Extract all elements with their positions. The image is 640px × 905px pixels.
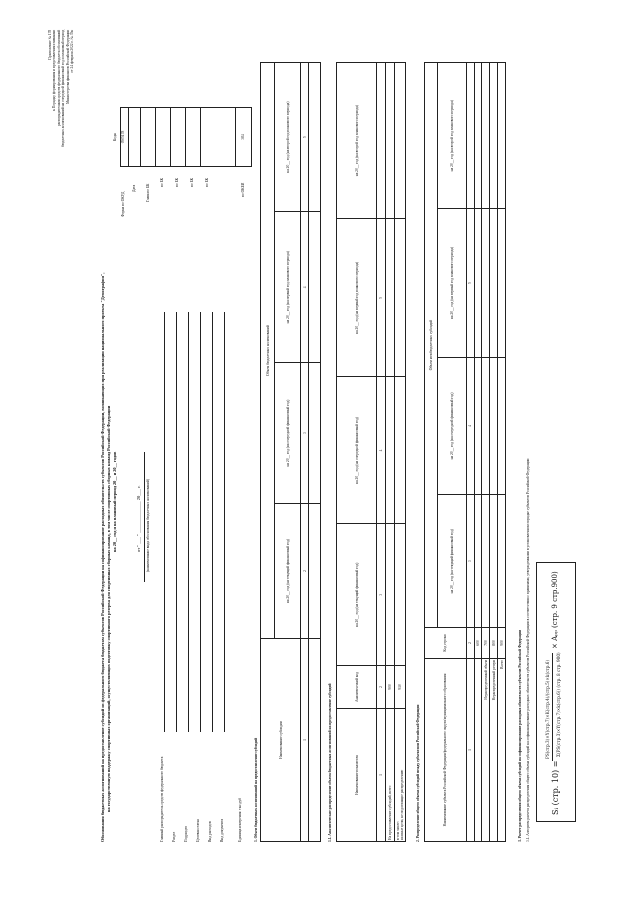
codes-row-line: [185, 107, 186, 167]
data-cell: [490, 357, 498, 495]
data-cell: [474, 495, 482, 628]
section2-col: на 20__ год (на очередной финансовый год): [438, 357, 467, 495]
formula-denominator: Σ(PS(стр.3)×Y(стр.7)×k(стр.6)) (стр. 8 стр. 900): [556, 652, 561, 757]
code-label: по БК: [160, 177, 164, 187]
data-cell: [394, 219, 405, 377]
codes-row-line: [170, 107, 171, 167]
col-num: 4: [301, 212, 309, 363]
section2-col-code: Код строки: [425, 628, 467, 659]
data-cell: [309, 212, 321, 363]
row-code: 910: [394, 666, 405, 709]
code-label: Форма по ОКУД: [121, 191, 125, 217]
data-cell: [385, 63, 394, 219]
col-num: 1: [466, 659, 474, 842]
section3-subtitle: 3.1. Алгоритм расчета распределения общего объема субсидий на софинансирование расходных обязательств субъектов Российской Федерации в соответствии с правилами, утвержденными в установленном порядке субъектов Российской Федерации: [526, 458, 530, 842]
section1-1-col-code: Аналитический код: [337, 666, 377, 709]
data-cell: [482, 63, 490, 209]
row-code: 800: [490, 628, 498, 659]
formula-rhs: × Aₚₚ (стр. 9 стр.900): [551, 571, 559, 649]
section1-1-title: 1.1. Аналитические распределение объема бюджетных ассигнований на предоставление субсидий: [328, 683, 332, 842]
col-num: 1: [377, 709, 386, 842]
okei-value: 384: [241, 134, 245, 140]
data-cell: [490, 495, 498, 628]
data-cell: [490, 209, 498, 357]
code-label: по БК: [190, 177, 194, 187]
appendix-block: [48, 30, 74, 147]
field-label: Главный распорядитель средств федерального бюджета: [160, 756, 164, 842]
code-label: по БК: [175, 177, 179, 187]
data-cell: [394, 524, 405, 666]
col-num: [377, 63, 386, 219]
col-num: [466, 63, 474, 209]
col-num: 2: [466, 628, 474, 659]
row-code: 600: [474, 628, 482, 659]
data-cell: [385, 524, 394, 666]
appendix-title: Приложение № 178: [48, 29, 52, 60]
row-label: Нераспределенный резерв: [490, 659, 498, 842]
data-cell: [498, 209, 506, 357]
row-label: Всего: [498, 659, 506, 842]
field-line: [212, 312, 213, 732]
codes-row-line: [200, 107, 201, 167]
data-cell: [394, 63, 405, 219]
appendix-line: бюджетных ассигнований на очередной финансовый год и плановый период: [61, 29, 66, 147]
data-cell: [490, 63, 498, 209]
data-cell: [385, 377, 394, 524]
codes-row-line: [128, 107, 129, 167]
field-label: Вид документа: [220, 818, 224, 842]
appendix-line: к Порядку формирования и представления главными: [52, 29, 57, 111]
data-cell: [474, 659, 482, 842]
code-label: Глава по БК: [146, 183, 150, 202]
row-label: На предоставление субсидий, всего: [385, 709, 394, 842]
date-line: от " ___ " ______________ 20___ г.: [136, 485, 141, 552]
row-code: 900: [498, 628, 506, 659]
col-num: 3: [377, 524, 386, 666]
section2-col: на 20__ год (на текущий финансовый год): [438, 495, 467, 628]
section1-title: 1. Объем бюджетных ассигнований на предоставление субсидий: [254, 737, 258, 842]
section1-col: на 20__ год (на первый год планового периода): [275, 212, 301, 363]
codes-row-line: [140, 107, 141, 167]
data-cell: [474, 209, 482, 357]
col-num: 5: [301, 63, 309, 212]
section1-col: на 20__ год (на очередной финансовый год): [275, 363, 301, 504]
data-cell: [474, 357, 482, 495]
row-label: [394, 709, 405, 842]
formula-lhs: Sᵢ (стр. 10) =: [551, 760, 560, 815]
codes-row-line: [235, 107, 236, 167]
col-num: 5: [377, 219, 386, 377]
data-cell: [482, 495, 490, 628]
col-num: 4: [466, 357, 474, 495]
field-label: Подраздел: [184, 825, 188, 842]
section2-col: на 20__ год (на первый год планового периода): [438, 209, 467, 357]
appendix-line: от 24 февраля 2022 г. № 35н: [70, 29, 75, 73]
code-label: по БК: [205, 177, 209, 187]
data-cell: [474, 63, 482, 209]
section2-col-name: Наименование субъекта Российской Федерации/федерального округа/муниципального образования: [425, 659, 467, 842]
section1-1-table: [336, 62, 406, 842]
section2-table: [424, 62, 506, 842]
formula-numerator: PS(стр.3)×Y(стр.7)×K(стр.4)/(стр.5)×k(стр.6): [545, 659, 550, 759]
document-title-line3: на 20__ год и на плановый период 20__ и 20__ годов: [112, 451, 117, 552]
data-cell: [482, 209, 490, 357]
section1-table: [260, 62, 321, 842]
col-num: 2: [301, 503, 309, 638]
field-line: [176, 312, 177, 732]
col-num: 1: [301, 639, 309, 842]
document-title: Обоснования бюджетных ассигнований на предоставление субсидий из федерального бюджета бюджетам субъектов Российской Федерации на софинансирование расходных обязательств субъектов Российской Федерации, возникающих при реализации национального проекта "Демография",: [100, 272, 105, 842]
field-label: Раздел: [172, 831, 176, 842]
appendix-line: распорядителями средств федерального бюджета обоснований: [56, 29, 61, 127]
data-cell: [394, 377, 405, 524]
document-title-line2: на государственную поддержку спортивных организаций, осуществляющих подготовку спортивного резерва для спортивных сборных команд, в том числе спортивных сборных команд Российской Федерации: [106, 405, 111, 812]
row-code: 700: [482, 628, 490, 659]
section2-title: 2. Распределение общего объема субсидий между субъектами Российской Федерации: [416, 704, 420, 842]
row-label-sub: в том числе:: [395, 821, 400, 840]
row-code: 900: [385, 666, 394, 709]
fraction-bar: [552, 653, 553, 761]
unit-label: Единица измерения: тыс.руб: [238, 798, 242, 842]
field-label: Целевая статья: [196, 819, 200, 842]
data-cell: [309, 639, 321, 842]
section1-col: на 20__ год (на второй год планового периода): [275, 63, 301, 212]
field-line: [200, 312, 201, 732]
row-label-sub: на иные цели, не подлежащие распределению: [399, 769, 404, 840]
col-num: 2: [377, 666, 386, 709]
data-cell: [385, 219, 394, 377]
data-cell: [498, 495, 506, 628]
col-num: 3: [466, 495, 474, 628]
row-label: Нераспределенный объем: [482, 659, 490, 842]
field-line: [188, 312, 189, 732]
date-caption: (наименование вида обоснования бюджетных ассигнований): [146, 478, 150, 572]
col-num: 4: [377, 377, 386, 524]
codes-header: Коды: [113, 132, 117, 142]
field-label: Вид расходов: [208, 821, 212, 842]
data-cell: [498, 357, 506, 495]
section1-1-col: на 20__ год (на первый год планового периода): [337, 219, 377, 377]
form-code: 0505178: [121, 130, 125, 144]
section1-1-col: на 20__ год (на очередной финансовый год): [337, 377, 377, 524]
col-num: 3: [301, 363, 309, 504]
section3-title: 3. Расчет распределения общего объема субсидий на софинансирование расходных обязательств субъектов Российской Федерации: [518, 629, 522, 842]
col-num: 5: [466, 209, 474, 357]
section1-1-col: на 20__ год (на текущий финансовый год): [337, 524, 377, 666]
rotated-form: [40, 22, 600, 882]
data-cell: [482, 357, 490, 495]
formula-box: [536, 562, 576, 822]
section2-col: на 20__ год (на второй год планового периода): [438, 63, 467, 209]
appendix-line: Министерства финансов Российской Федерации: [65, 29, 70, 104]
codes-row-line: [155, 107, 156, 167]
field-line: [224, 312, 225, 732]
data-cell: [309, 63, 321, 212]
field-line: [164, 312, 165, 732]
date-underline: [144, 452, 145, 582]
data-cell: [309, 363, 321, 504]
section1-col-name: Наименование субсидии: [261, 639, 301, 842]
section1-col: на 20__ год (на текущий финансовый год): [275, 503, 301, 638]
section1-1-col: на 20__ год (на второй год планового периода): [337, 63, 377, 219]
data-cell: [498, 63, 506, 209]
code-label: Дата: [132, 184, 136, 192]
data-cell: [309, 503, 321, 638]
section1-1-col-name: Наименование показателя: [337, 709, 377, 842]
section2-col-group: Объем межбюджетных субсидий: [425, 63, 438, 628]
code-label: по ОКЕИ: [241, 182, 245, 197]
section1-col-group: Объем бюджетных ассигнований: [261, 63, 275, 639]
